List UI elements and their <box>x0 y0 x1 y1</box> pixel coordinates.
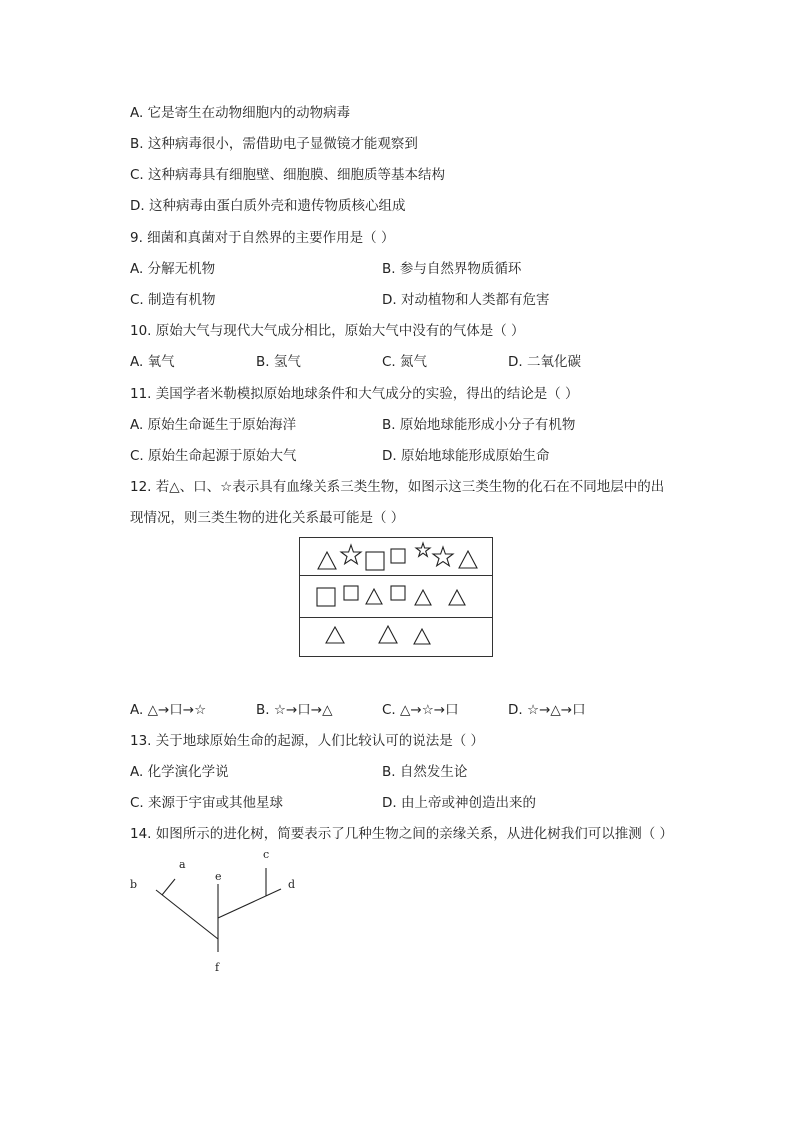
q11-stem: 11. 美国学者米勒模拟原始地球条件和大气成分的实验，得出的结论是（ ） <box>130 386 579 402</box>
tree-label-e: e <box>215 870 222 883</box>
triangle-fossil <box>459 551 477 568</box>
tree-branch-bf <box>156 890 218 939</box>
square-fossil <box>366 552 384 570</box>
stratum-middle <box>300 576 492 618</box>
q12-option-b: B. ☆→口→△ <box>256 702 333 718</box>
stratum-middle-fossils <box>300 576 492 617</box>
q13-option-c: C. 来源于宇宙或其他星球 <box>130 795 284 811</box>
stratum-top <box>300 538 492 576</box>
triangle-fossil <box>415 590 431 605</box>
tree-label-b: b <box>130 878 138 891</box>
triangle-fossil <box>366 589 382 604</box>
stratum-top-fossils <box>300 538 492 575</box>
triangle-fossil <box>379 626 397 643</box>
q13-option-b: B. 自然发生论 <box>382 764 468 780</box>
q13-option-d: D. 由上帝或神创造出来的 <box>382 795 536 811</box>
q12-stem-line2: 现情况，则三类生物的进化关系最可能是（ ） <box>130 510 405 526</box>
q8-option-b: B. 这种病毒很小，需借助电子显微镜才能观察到 <box>130 136 418 152</box>
q10-stem: 10. 原始大气与现代大气成分相比，原始大气中没有的气体是（ ） <box>130 323 525 339</box>
tree-branch-a <box>162 879 175 895</box>
q12-stem-line1: 12. 若△、口、☆表示具有血缘关系三类生物，如图示这三类生物的化石在不同地层中的出 <box>130 479 665 495</box>
q9-option-b: B. 参与自然界物质循环 <box>382 261 522 277</box>
q12-option-c: C. △→☆→口 <box>382 702 459 718</box>
square-fossil <box>391 549 405 563</box>
tree-branch-d <box>218 889 281 918</box>
square-fossil <box>317 588 335 606</box>
q14-stem: 14. 如图所示的进化树，简要表示了几种生物之间的亲缘关系，从进化树我们可以推测（ ） <box>130 826 674 842</box>
triangle-fossil <box>449 590 465 605</box>
square-fossil <box>344 586 358 600</box>
star-fossil <box>416 543 430 556</box>
q11-option-d: D. 原始地球能形成原始生命 <box>382 448 550 464</box>
q9-stem: 9. 细菌和真菌对于自然界的主要作用是（ ） <box>130 230 395 246</box>
q13-stem: 13. 关于地球原始生命的起源，人们比较认可的说法是（ ） <box>130 733 485 749</box>
q10-option-b: B. 氢气 <box>256 354 301 370</box>
square-fossil <box>391 586 405 600</box>
q12-option-d: D. ☆→△→口 <box>508 702 586 718</box>
triangle-fossil <box>414 629 430 644</box>
q11-option-b: B. 原始地球能形成小分子有机物 <box>382 417 576 433</box>
q9-option-d: D. 对动植物和人类都有危害 <box>382 292 550 308</box>
triangle-fossil <box>326 627 344 643</box>
q11-option-c: C. 原始生命起源于原始大气 <box>130 448 297 464</box>
q8-option-d: D. 这种病毒由蛋白质外壳和遗传物质核心组成 <box>130 198 406 214</box>
q12-option-a: A. △→口→☆ <box>130 702 207 718</box>
stratum-bottom-fossils <box>300 618 492 658</box>
tree-label-a: a <box>179 858 186 871</box>
q10-option-c: C. 氮气 <box>382 354 428 370</box>
triangle-fossil <box>318 552 336 569</box>
fossil-strata-diagram <box>299 537 493 657</box>
q8-option-a: A. 它是寄生在动物细胞内的动物病毒 <box>130 105 351 121</box>
tree-label-d: d <box>288 878 296 891</box>
star-fossil <box>433 547 453 566</box>
q10-option-d: D. 二氧化碳 <box>508 354 581 370</box>
tree-label-f: f <box>215 961 220 974</box>
q8-option-c: C. 这种病毒具有细胞壁、细胞膜、细胞质等基本结构 <box>130 167 446 183</box>
tree-label-c: c <box>263 848 270 861</box>
q9-option-a: A. 分解无机物 <box>130 261 216 277</box>
q11-option-a: A. 原始生命诞生于原始海洋 <box>130 417 297 433</box>
star-fossil <box>341 545 361 564</box>
stratum-bottom <box>300 618 492 658</box>
q13-option-a: A. 化学演化学说 <box>130 764 229 780</box>
evolution-tree-diagram <box>125 845 315 975</box>
q9-option-c: C. 制造有机物 <box>130 292 216 308</box>
q10-option-a: A. 氧气 <box>130 354 175 370</box>
